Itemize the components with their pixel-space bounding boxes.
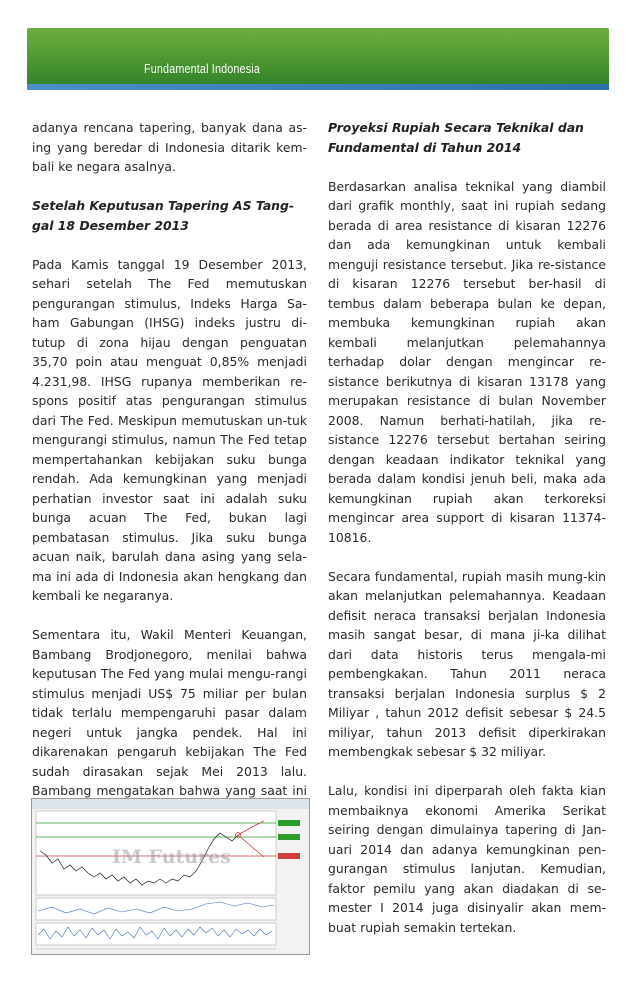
- header-banner: [27, 28, 609, 90]
- rupiah-monthly-chart: [31, 798, 310, 955]
- chart-image: [32, 799, 309, 954]
- indicator-panel-1: [36, 898, 276, 920]
- chart-titlebar: [32, 799, 309, 809]
- section-heading-tapering: Setelah Keputusan Tapering AS Tang-gal 18 Desember 2013: [32, 198, 295, 233]
- resistance-label-12276: [278, 834, 300, 840]
- header-title: Fundamental Indonesia: [144, 62, 260, 76]
- tapering-paragraph: Lalu, kondisi ini diperparah oleh fakta kian membaiknya ekonomi Amerika Serikat seiring dengan dimulainya tapering di Jan-uari 2014 dan adanya kemungkinan pen-gurangan stimulus lanjutan. Kemudian, faktor pemilu yang akan diadakan di se-mester I 2014 juga disinyalir akan mem-buat rupiah semakin tertekan.: [328, 783, 606, 935]
- right-column: [328, 118, 606, 957]
- intro-paragraph: adanya rencana tapering, banyak dana as-ing yang beredar di Indonesia ditarik kem-bali ke negara asalnya.: [32, 120, 307, 174]
- support-label: [278, 853, 300, 859]
- section-heading-rupiah: Proyeksi Rupiah Secara Teknikal dan Fundamental di Tahun 2014: [328, 120, 584, 155]
- technical-paragraph: Berdasarkan analisa teknikal yang diambil dari grafik monthly, saat ini rupiah sedang berada di area resistance di kisaran 12276 dan ada kemungkinan untuk kembali menguji resistance tersebut. Jika re-sistance di kisaran 12276 tersebut ber-hasil di tembus dalam beberapa bulan ke depan, membuka kemungkinan rupiah akan kembali melanjutkan pelemahannya terhadap dolar dengan mengincar re-sistance berikutnya di kisaran 13178 yang merupakan resistance di bulan November 2008. Namun berhati-hatilah, jika re-sistance 12276 tersebut bertahan seiring dengan keadaan indikator teknikal yang berada dalam kondisi jenuh beli, maka ada kemungkinan rupiah akan terkoreksi mengincar area support di kisaran 11374-10816.: [328, 178, 606, 545]
- left-column: [32, 118, 307, 879]
- ihsg-paragraph: Pada Kamis tanggal 19 Desember 2013, sehari setelah The Fed memutuskan pengurangan stimulus, Indeks Harga Sa-ham Gabungan (IHSG) indeks justru di-tutup di zona hijau dengan penguatan 35,70 poin atau menguat 0,85% menjadi 4.231,98. IHSG rupanya memberikan re-spons positif atas pengurangan stimulus dari The Fed. Meskipun memutuskan un-tuk mengurangi stimulus, namun The Fed tetap mempertahankan kebijakan suku bunga rendah. Ada kemungkinan yang menjadi perhatian investor saat ini adalah suku bunga acuan The Fed, bukan lagi pembatasan stimulus. Jika suku bunga acuan naik, barulah dana asing yang sela-ma ini ada di Indonesia akan hengkang dan kembali ke negaranya.: [32, 256, 307, 603]
- fundamental-paragraph: Secara fundamental, rupiah masih mung-kin akan melanjutkan pelemahannya. Keadaan defisit neraca transaksi berjalan Indonesia masih sangat besar, di mana ji-ka dilihat dari data historis terus mengala-mi pembengkakan. Tahun 2011 neraca transaksi berjalan Indonesia surplus $ 2 Miliyar , tahun 2012 defisit sebesar $ 24.5 miliyar, tahun 2013 defisit diperkirakan membengkak sebesar $ 32 miliyar.: [328, 568, 606, 759]
- chart-watermark: IM Futures: [112, 846, 231, 868]
- resistance-label-13178: [278, 820, 300, 826]
- header-accent-bar: [27, 84, 609, 90]
- indicator-panel-2: [36, 923, 276, 945]
- minister-paragraph: Sementara itu, Wakil Menteri Keuangan, Bambang Brodjonegoro, menilai bahwa keputusan The Fed yang mulai mengu-rangi stimulus menjadi US$ 75 miliar per bulan tidak terlalu mempengaruhi pasar dalam negeri untuk jangka pendek. Hal ini dikarenakan pengaruh kebijakan The Fed sudah dirasakan sejak Mei 2013 lalu. Bambang mengatakan bahwa yang saat ini: [32, 627, 307, 798]
